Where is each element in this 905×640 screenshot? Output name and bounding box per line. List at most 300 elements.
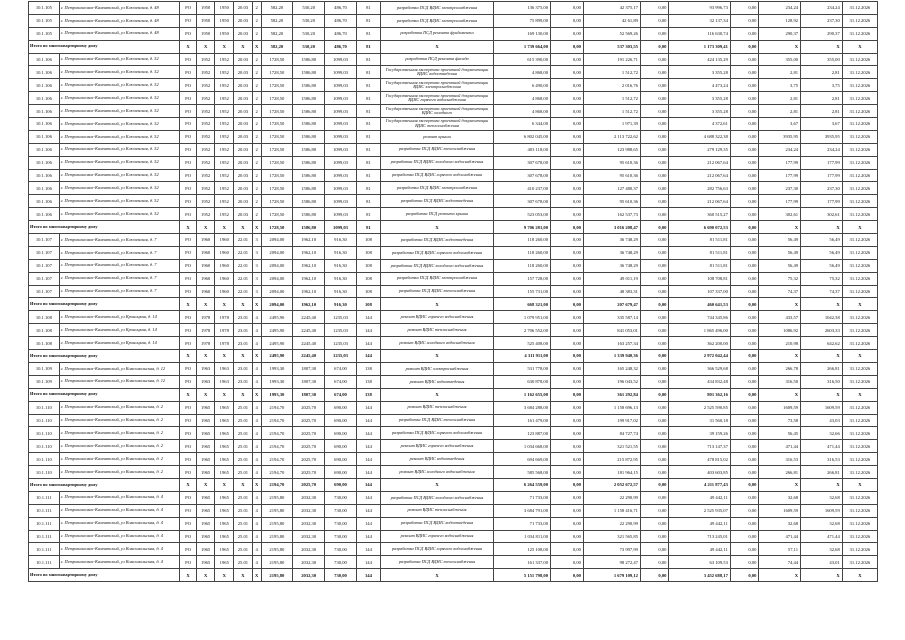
- residents-cell: 144: [356, 453, 380, 466]
- unit-cost-cell: Х: [759, 40, 801, 53]
- build-year-cell: 1952: [196, 105, 215, 118]
- roof-area-cell: 1099,03: [325, 66, 357, 79]
- fund-regional-cell: 1 512,72: [583, 92, 640, 105]
- total-cost-cell: 1 079 951,00: [493, 311, 550, 324]
- table-row: [29, 466, 878, 479]
- total-area-cell: 1728,50: [261, 169, 293, 182]
- address-cell: г. Петропавловск-Камчатский, ул Кроноцкая, д. 14: [59, 311, 180, 324]
- table-row: [29, 362, 878, 375]
- commission-year-cell: 1952: [215, 79, 234, 92]
- floors-cell: Х: [252, 350, 261, 363]
- wear-cell: Х: [234, 569, 253, 582]
- unit-cost-cell: 1609,59: [759, 504, 801, 517]
- work-type-cell: разработка ПСД ВДИС холодного водоснабжения: [381, 259, 494, 272]
- commission-year-cell: Х: [215, 221, 234, 234]
- fund-local-cell: 0,00: [640, 92, 669, 105]
- unit-cost-cell: 73,58: [759, 414, 801, 427]
- table-body: [29, 2, 878, 582]
- total-area-cell: 582,20: [261, 2, 293, 15]
- fund-other-cell: 0,00: [730, 221, 759, 234]
- limit-cost-cell: 266,81: [801, 466, 843, 479]
- fund-regional-cell: 335 587,14: [583, 311, 640, 324]
- residents-cell: 138: [356, 362, 380, 375]
- commission-year-cell: 1952: [215, 169, 234, 182]
- wear-cell: 23.01: [234, 362, 253, 375]
- fund-other-cell: 0,00: [730, 491, 759, 504]
- work-type-cell: Государственная экспертиза проектной документации ВДИС холодного: [381, 105, 494, 118]
- fund-local-cell: 0,00: [640, 401, 669, 414]
- table-row: [29, 14, 878, 27]
- table-total-row: [29, 40, 878, 53]
- address-cell: г. Петропавловск-Камчатский, ул Ключевская, д. 52: [59, 66, 180, 79]
- program-cell: РО: [180, 143, 196, 156]
- living-area-cell: 1962,10: [293, 259, 325, 272]
- living-area-cell: 1962,10: [293, 234, 325, 247]
- commission-year-cell: 1978: [215, 324, 234, 337]
- fund-owners-cell: 212 067,64: [669, 156, 730, 169]
- row-code-cell: 10.1.106: [29, 130, 60, 143]
- fund-federal-cell: 0,00: [551, 569, 584, 582]
- floors-cell: 2: [252, 92, 261, 105]
- table-row: [29, 337, 878, 350]
- living-area-cell: 1807,30: [293, 375, 325, 388]
- living-area-cell: 2025,70: [293, 427, 325, 440]
- floors-cell: 2: [252, 66, 261, 79]
- wear-cell: 23.01: [234, 311, 253, 324]
- wear-cell: 20.03: [234, 79, 253, 92]
- deadline-cell: 31.12.2026: [842, 272, 877, 285]
- table-row: [29, 414, 878, 427]
- living-area-cell: 2025,70: [293, 466, 325, 479]
- work-type-cell: разработка ПСД ВДИС теплоснабжения: [381, 414, 494, 427]
- deadline-cell: 31.12.2026: [842, 259, 877, 272]
- table-row: [29, 53, 878, 66]
- work-type-cell: ремонт ВДИС теплоснабжения: [381, 504, 494, 517]
- wear-cell: 23.01: [234, 375, 253, 388]
- row-code-cell: 10.1.108: [29, 324, 60, 337]
- total-cost-cell: 6 344,00: [493, 118, 550, 131]
- total-cost-cell: 4 311 911,00: [493, 350, 550, 363]
- total-label-cell: Итого по многоквартирному дому: [29, 298, 180, 311]
- roof-area-cell: 486,70: [325, 2, 357, 15]
- commission-year-cell: 1963: [215, 375, 234, 388]
- table-row: [29, 105, 878, 118]
- work-type-cell: разработка ПСД ВДИС горячего водоснабжения: [381, 246, 494, 259]
- residents-cell: 81: [356, 79, 380, 92]
- unit-cost-cell: 56,49: [759, 234, 801, 247]
- commission-year-cell: 1952: [215, 143, 234, 156]
- floors-cell: 2: [252, 2, 261, 15]
- total-area-cell: 582,20: [261, 27, 293, 40]
- commission-year-cell: 1960: [215, 272, 234, 285]
- limit-cost-cell: 2603,33: [801, 324, 843, 337]
- fund-owners-cell: 49 442,11: [669, 491, 730, 504]
- address-cell: г. Петропавловск-Камчатский, ул Ключевская, д. 7: [59, 246, 180, 259]
- fund-federal-cell: 0,00: [551, 92, 584, 105]
- total-cost-cell: 585 568,00: [493, 466, 550, 479]
- total-area-cell: 2495,90: [261, 337, 293, 350]
- floors-cell: 4: [252, 362, 261, 375]
- fund-local-cell: 0,00: [640, 169, 669, 182]
- row-code-cell: 10.1.111: [29, 517, 60, 530]
- wear-cell: 25.01: [234, 414, 253, 427]
- total-label-cell: Итого по многоквартирному дому: [29, 569, 180, 582]
- commission-year-cell: 1965: [215, 491, 234, 504]
- work-type-cell: разработка ПСД ВДИС электроснабжения: [381, 182, 494, 195]
- residents-cell: 144: [356, 414, 380, 427]
- address-cell: г. Петропавловск-Камчатский, ул Ключевская, д. 52: [59, 156, 180, 169]
- total-area-cell: 2094,00: [261, 298, 293, 311]
- wear-cell: 20.03: [234, 118, 253, 131]
- residents-cell: 144: [356, 517, 380, 530]
- floors-cell: 2: [252, 27, 261, 40]
- fund-federal-cell: 0,00: [551, 350, 584, 363]
- fund-regional-cell: 36 748,29: [583, 246, 640, 259]
- roof-area-cell: 1099,03: [325, 221, 357, 234]
- fund-owners-cell: 3 355,28: [669, 105, 730, 118]
- fund-regional-cell: 2 113 722,62: [583, 130, 640, 143]
- fund-federal-cell: 0,00: [551, 53, 584, 66]
- residents-cell: 108: [356, 272, 380, 285]
- fund-regional-cell: 36 748,29: [583, 259, 640, 272]
- wear-cell: 20.03: [234, 105, 253, 118]
- total-area-cell: 1728,50: [261, 92, 293, 105]
- living-area-cell: 1962,10: [293, 285, 325, 298]
- build-year-cell: 1950: [196, 27, 215, 40]
- wear-cell: 20.03: [234, 208, 253, 221]
- commission-year-cell: 1960: [215, 259, 234, 272]
- wear-cell: 22.01: [234, 259, 253, 272]
- total-area-cell: 1728,50: [261, 66, 293, 79]
- deadline-cell: 31.12.2026: [842, 208, 877, 221]
- limit-cost-cell: 234,24: [801, 2, 843, 15]
- address-cell: г. Петропавловск-Камчатский, ул Комсомольская, д. 2: [59, 466, 180, 479]
- fund-owners-cell: 2 525 590,85: [669, 401, 730, 414]
- build-year-cell: Х: [196, 221, 215, 234]
- floors-cell: 4: [252, 504, 261, 517]
- table-row: [29, 440, 878, 453]
- total-cost-cell: 75 899,00: [493, 14, 550, 27]
- fund-federal-cell: 0,00: [551, 208, 584, 221]
- commission-year-cell: 1950: [215, 14, 234, 27]
- roof-area-cell: 730,00: [325, 569, 357, 582]
- program-cell: РО: [180, 466, 196, 479]
- limit-cost-cell: 316,50: [801, 375, 843, 388]
- total-cost-cell: 531 778,00: [493, 362, 550, 375]
- program-cell: РО: [180, 195, 196, 208]
- fund-owners-cell: 4 688 322,38: [669, 130, 730, 143]
- unit-cost-cell: Х: [759, 388, 801, 401]
- work-type-cell: разработка ПСД ремонта крыши: [381, 208, 494, 221]
- residents-cell: 108: [356, 259, 380, 272]
- wear-cell: 23.01: [234, 337, 253, 350]
- wear-cell: 25.01: [234, 440, 253, 453]
- fund-other-cell: 0,00: [730, 169, 759, 182]
- total-area-cell: 2195,80: [261, 491, 293, 504]
- fund-local-cell: 0,00: [640, 234, 669, 247]
- deadline-cell: 31.12.2026: [842, 311, 877, 324]
- fund-federal-cell: 0,00: [551, 40, 584, 53]
- fund-local-cell: 0,00: [640, 79, 669, 92]
- wear-cell: 20.03: [234, 14, 253, 27]
- fund-regional-cell: 191 226,71: [583, 53, 640, 66]
- work-type-cell: ремонт ВДИС горячего водоснабжения: [381, 311, 494, 324]
- total-cost-cell: 161 479,00: [493, 414, 550, 427]
- fund-owners-cell: 212 067,64: [669, 195, 730, 208]
- roof-area-cell: 916,30: [325, 272, 357, 285]
- program-cell: РО: [180, 246, 196, 259]
- build-year-cell: 1952: [196, 182, 215, 195]
- table-total-row: [29, 298, 878, 311]
- limit-cost-cell: 56,49: [801, 246, 843, 259]
- wear-cell: Х: [234, 221, 253, 234]
- fund-federal-cell: 0,00: [551, 427, 584, 440]
- build-year-cell: 1965: [196, 530, 215, 543]
- living-area-cell: 1586,80: [293, 195, 325, 208]
- fund-federal-cell: 0,00: [551, 156, 584, 169]
- unit-cost-cell: 316,50: [759, 375, 801, 388]
- residents-cell: 138: [356, 375, 380, 388]
- table-row: [29, 491, 878, 504]
- fund-other-cell: 0,00: [730, 311, 759, 324]
- address-cell: г. Петропавловск-Камчатский, ул Ключевская, д. 52: [59, 208, 180, 221]
- table-row: [29, 234, 878, 247]
- work-type-cell: разработка ПСД ВДИС теплоснабжения: [381, 556, 494, 569]
- fund-local-cell: 0,00: [640, 427, 669, 440]
- roof-area-cell: 1099,03: [325, 156, 357, 169]
- total-cost-cell: 1 034 811,00: [493, 530, 550, 543]
- roof-area-cell: 916,30: [325, 234, 357, 247]
- fund-local-cell: 0,00: [640, 298, 669, 311]
- program-cell: Х: [180, 298, 196, 311]
- living-area-cell: 2025,70: [293, 401, 325, 414]
- floors-cell: 2: [252, 195, 261, 208]
- address-cell: г. Петропавловск-Камчатский, ул Ключевская, д. 52: [59, 79, 180, 92]
- limit-cost-cell: Х: [801, 350, 843, 363]
- fund-other-cell: 0,00: [730, 182, 759, 195]
- unit-cost-cell: 74,44: [759, 556, 801, 569]
- living-area-cell: 1586,80: [293, 182, 325, 195]
- fund-owners-cell: 93 996,73: [669, 2, 730, 15]
- roof-area-cell: 1235,03: [325, 324, 357, 337]
- row-code-cell: 10.1.107: [29, 272, 60, 285]
- residents-cell: 144: [356, 427, 380, 440]
- table-row: [29, 259, 878, 272]
- living-area-cell: 2032,30: [293, 504, 325, 517]
- limit-cost-cell: 177,99: [801, 156, 843, 169]
- residents-cell: 81: [356, 195, 380, 208]
- build-year-cell: 1978: [196, 311, 215, 324]
- row-code-cell: 10.1.106: [29, 208, 60, 221]
- table-row: [29, 118, 878, 131]
- program-cell: РО: [180, 27, 196, 40]
- fund-local-cell: 0,00: [640, 414, 669, 427]
- address-cell: г. Петропавловск-Камчатский, ул Ключевская, д. 48: [59, 14, 180, 27]
- fund-regional-cell: 207 679,47: [583, 298, 640, 311]
- fund-federal-cell: 0,00: [551, 453, 584, 466]
- fund-federal-cell: 0,00: [551, 504, 584, 517]
- fund-owners-cell: 366 529,68: [669, 362, 730, 375]
- total-cost-cell: 3 684 791,00: [493, 504, 550, 517]
- program-cell: РО: [180, 362, 196, 375]
- limit-cost-cell: 56,49: [801, 259, 843, 272]
- wear-cell: 22.01: [234, 234, 253, 247]
- fund-federal-cell: 0,00: [551, 259, 584, 272]
- program-cell: РО: [180, 14, 196, 27]
- deadline-cell: 31.12.2026: [842, 79, 877, 92]
- fund-owners-cell: 3 452 688,17: [669, 569, 730, 582]
- living-area-cell: 2032,30: [293, 491, 325, 504]
- fund-local-cell: 0,00: [640, 517, 669, 530]
- table-row: [29, 156, 878, 169]
- roof-area-cell: 730,00: [325, 530, 357, 543]
- floors-cell: 4: [252, 453, 261, 466]
- row-code-cell: 10.1.110: [29, 466, 60, 479]
- total-area-cell: 2495,90: [261, 324, 293, 337]
- deadline-cell: 31.12.2026: [842, 234, 877, 247]
- residents-cell: 81: [356, 143, 380, 156]
- total-area-cell: 2195,80: [261, 504, 293, 517]
- total-cost-cell: 1 034 668,00: [493, 440, 550, 453]
- commission-year-cell: 1965: [215, 440, 234, 453]
- roof-area-cell: 1099,03: [325, 118, 357, 131]
- floors-cell: 4: [252, 440, 261, 453]
- program-cell: Х: [180, 350, 196, 363]
- living-area-cell: 1962,10: [293, 246, 325, 259]
- program-cell: РО: [180, 324, 196, 337]
- row-code-cell: 10.1.106: [29, 118, 60, 131]
- residents-cell: 81: [356, 169, 380, 182]
- limit-cost-cell: 290,37: [801, 27, 843, 40]
- unit-cost-cell: 56,45: [759, 427, 801, 440]
- work-type-cell: разработка ПСД ВДИС горячего водоснабжения: [381, 169, 494, 182]
- floors-cell: Х: [252, 569, 261, 582]
- total-cost-cell: 1 162 655,00: [493, 388, 550, 401]
- address-cell: г. Петропавловск-Камчатский, ул Комсомольская, д. 4: [59, 530, 180, 543]
- floors-cell: 4: [252, 530, 261, 543]
- fund-federal-cell: 0,00: [551, 491, 584, 504]
- deadline-cell: 31.12.2026: [842, 453, 877, 466]
- build-year-cell: 1952: [196, 143, 215, 156]
- total-cost-cell: 4 868,00: [493, 66, 550, 79]
- fund-owners-cell: 282 756,63: [669, 182, 730, 195]
- fund-other-cell: 0,00: [730, 130, 759, 143]
- row-code-cell: 10.1.107: [29, 259, 60, 272]
- fund-owners-cell: 362 200,00: [669, 337, 730, 350]
- deadline-cell: 31.12.2026: [842, 362, 877, 375]
- wear-cell: 20.03: [234, 2, 253, 15]
- floors-cell: 3: [252, 259, 261, 272]
- unit-cost-cell: 266,78: [759, 362, 801, 375]
- fund-local-cell: 0,00: [640, 491, 669, 504]
- deadline-cell: 31.12.2026: [842, 130, 877, 143]
- fund-local-cell: 0,00: [640, 375, 669, 388]
- row-code-cell: 10.1.106: [29, 169, 60, 182]
- total-area-cell: 1728,50: [261, 221, 293, 234]
- fund-federal-cell: 0,00: [551, 130, 584, 143]
- deadline-cell: 31.12.2026: [842, 143, 877, 156]
- unit-cost-cell: 32,68: [759, 491, 801, 504]
- program-cell: РО: [180, 66, 196, 79]
- fund-federal-cell: 0,00: [551, 414, 584, 427]
- row-code-cell: 10.1.107: [29, 234, 60, 247]
- living-area-cell: 1586,80: [293, 130, 325, 143]
- fund-owners-cell: 478 815,02: [669, 453, 730, 466]
- fund-local-cell: 0,00: [640, 362, 669, 375]
- fund-local-cell: 0,00: [640, 272, 669, 285]
- fund-other-cell: 0,00: [730, 208, 759, 221]
- fund-other-cell: 0,00: [730, 118, 759, 131]
- total-cost-cell: 136 375,00: [493, 2, 550, 15]
- wear-cell: 22.01: [234, 272, 253, 285]
- fund-local-cell: 0,00: [640, 453, 669, 466]
- row-code-cell: 10.1.108: [29, 337, 60, 350]
- roof-area-cell: 916,30: [325, 246, 357, 259]
- fund-regional-cell: 1 512,72: [583, 66, 640, 79]
- table-row: [29, 324, 878, 337]
- limit-cost-cell: 177,99: [801, 195, 843, 208]
- row-code-cell: 10.1.111: [29, 491, 60, 504]
- living-area-cell: 2245,40: [293, 350, 325, 363]
- deadline-cell: Х: [842, 40, 877, 53]
- work-type-cell: ремонт ВДИС электроснабжения: [381, 362, 494, 375]
- fund-local-cell: 0,00: [640, 195, 669, 208]
- total-area-cell: 582,20: [261, 14, 293, 27]
- roof-area-cell: 1235,03: [325, 350, 357, 363]
- floors-cell: 2: [252, 182, 261, 195]
- total-cost-cell: 615 390,00: [493, 53, 550, 66]
- roof-area-cell: 1099,03: [325, 79, 357, 92]
- program-cell: РО: [180, 105, 196, 118]
- table-row: [29, 169, 878, 182]
- total-cost-cell: 6 490,00: [493, 79, 550, 92]
- program-cell: РО: [180, 285, 196, 298]
- wear-cell: 20.03: [234, 53, 253, 66]
- row-code-cell: 10.1.111: [29, 504, 60, 517]
- fund-regional-cell: 537 303,55: [583, 40, 640, 53]
- fund-local-cell: 0,00: [640, 569, 669, 582]
- limit-cost-cell: 2,81: [801, 105, 843, 118]
- living-area-cell: 1807,30: [293, 388, 325, 401]
- floors-cell: 3: [252, 246, 261, 259]
- fund-federal-cell: 0,00: [551, 362, 584, 375]
- roof-area-cell: 690,00: [325, 466, 357, 479]
- living-area-cell: 2025,70: [293, 440, 325, 453]
- fund-federal-cell: 0,00: [551, 401, 584, 414]
- fund-owners-cell: 4 372,61: [669, 118, 730, 131]
- fund-local-cell: 0,00: [640, 311, 669, 324]
- fund-federal-cell: 0,00: [551, 234, 584, 247]
- deadline-cell: 31.12.2026: [842, 517, 877, 530]
- commission-year-cell: 1965: [215, 466, 234, 479]
- work-type-cell: разработка ПСД ВДИС холодного водоснабжения: [381, 491, 494, 504]
- wear-cell: Х: [234, 298, 253, 311]
- deadline-cell: 31.12.2026: [842, 27, 877, 40]
- program-cell: РО: [180, 208, 196, 221]
- unit-cost-cell: 471,44: [759, 530, 801, 543]
- commission-year-cell: 1952: [215, 195, 234, 208]
- deadline-cell: 31.12.2026: [842, 105, 877, 118]
- fund-owners-cell: 801 362,16: [669, 388, 730, 401]
- total-area-cell: 2495,90: [261, 350, 293, 363]
- deadline-cell: 31.12.2026: [842, 556, 877, 569]
- fund-local-cell: 0,00: [640, 156, 669, 169]
- work-type-cell: разработка ПСД ВДИС водоотведения: [381, 195, 494, 208]
- wear-cell: 25.01: [234, 530, 253, 543]
- build-year-cell: 1965: [196, 440, 215, 453]
- total-cost-cell: 9 706 281,00: [493, 221, 550, 234]
- residents-cell: 144: [356, 311, 380, 324]
